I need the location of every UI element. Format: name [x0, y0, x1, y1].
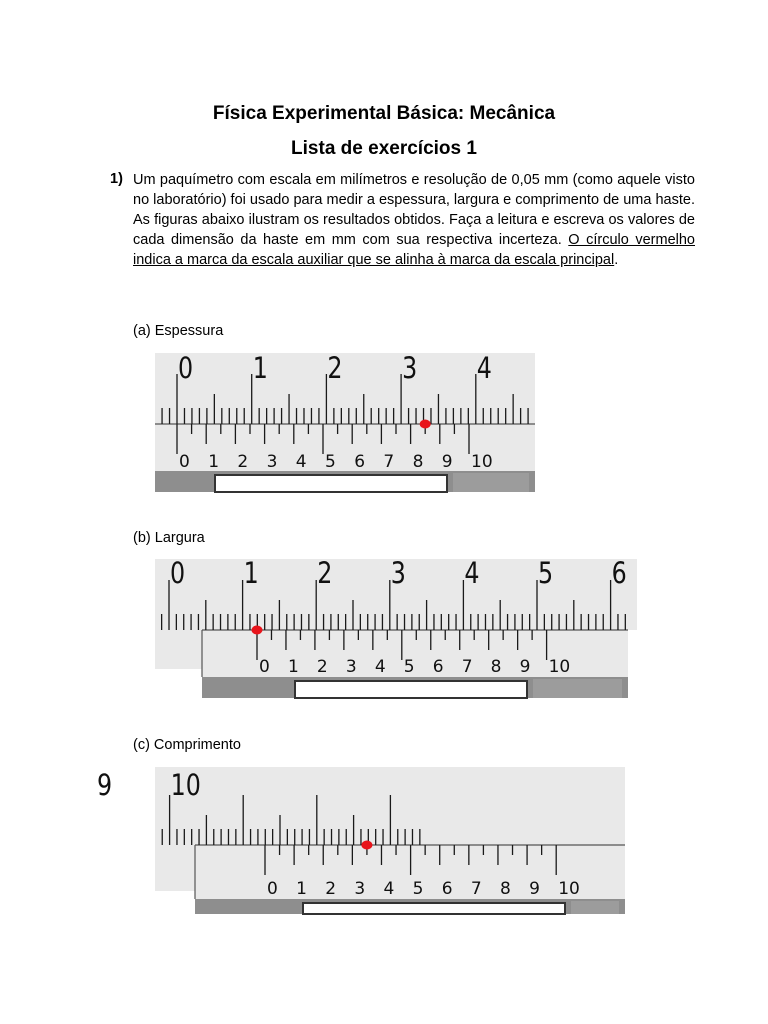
main-scale-label: 0: [178, 351, 194, 386]
question-text-plain: Um paquímetro com escala em milímetros e resolução de 0,05 mm (como aquele visto no laboratório) foi usado para medir a espessura, largura e comprimento de uma haste. As figuras abaixo ilustram os resultados obtidos. Faça a leitura e escreva os valores de cada dimensão da haste em mm com sua respectiva incerteza.: [133, 172, 695, 248]
caliper-largura: [155, 557, 637, 698]
alignment-marker: [252, 626, 263, 635]
caption-largura: (b) Largura: [133, 530, 205, 546]
main-scale-label: 1: [243, 556, 259, 591]
lock-screw-area: [533, 679, 622, 698]
vernier-label: 2: [237, 452, 249, 472]
vernier-label: 6: [441, 879, 453, 899]
depth-bar-slot: [295, 681, 527, 698]
jaw-shoulder: [155, 845, 195, 891]
alignment-marker: [420, 420, 431, 429]
main-scale-label: 4: [476, 351, 492, 386]
main-scale-label: 0: [170, 556, 186, 591]
main-scale-label: 3: [390, 556, 406, 591]
vernier-label: 2: [316, 657, 328, 677]
jaw-gap: [155, 669, 202, 698]
vernier-label: 5: [325, 452, 336, 472]
vernier-label: 4: [295, 452, 307, 472]
main-scale-label: 3: [402, 351, 418, 386]
depth-bar-slot: [215, 475, 447, 492]
question-text: [133, 170, 695, 270]
alignment-marker: [361, 841, 372, 850]
vernier-label: 3: [345, 657, 357, 677]
question-number: 1): [110, 171, 123, 187]
vernier-label: 0: [267, 879, 278, 899]
vernier-label: 10: [558, 879, 580, 899]
main-scale-label: 5: [538, 556, 554, 591]
lock-screw-area: [571, 901, 619, 914]
vernier-label: 6: [432, 657, 444, 677]
main-scale-label: 2: [327, 351, 343, 386]
vernier-label: 8: [499, 879, 511, 899]
lock-screw-area: [453, 473, 529, 492]
vernier-label: 4: [374, 657, 386, 677]
vernier-label: 10: [471, 452, 493, 472]
vernier-label: 0: [259, 657, 270, 677]
vernier-label: 4: [383, 879, 395, 899]
vernier-label: 9: [529, 879, 540, 899]
vernier-label: 3: [266, 452, 278, 472]
vernier-label: 0: [179, 452, 190, 472]
vernier-label: 5: [412, 879, 424, 899]
main-scale-label: 6: [611, 556, 627, 591]
caliper-comprimento: [97, 765, 625, 914]
main-scale-label: 9: [97, 768, 113, 803]
vernier-label: 8: [490, 657, 502, 677]
main-scale-label: 4: [464, 556, 480, 591]
jaw-shoulder: [155, 630, 202, 669]
question-text-underlined: O círculo vermelho indica a marca da escala auxiliar que se alinha à marca da escala principal: [133, 232, 695, 268]
beam-top-edge: [155, 765, 625, 767]
vernier-label: 6: [354, 452, 366, 472]
vernier-label: 7: [383, 452, 395, 472]
vernier-label: 1: [287, 657, 299, 677]
vernier-label: 8: [412, 452, 424, 472]
vernier-label: 9: [519, 657, 531, 677]
caption-espessura: (a) Espessura: [133, 323, 224, 339]
caption-comprimento: (c) Comprimento: [133, 737, 241, 753]
vernier-label: 5: [403, 657, 415, 677]
vernier-label: 1: [208, 452, 220, 472]
depth-bar-slot: [303, 903, 565, 914]
main-scale-label: 2: [317, 556, 333, 591]
page-subtitle: Lista de exercícios 1: [291, 138, 477, 159]
question-text-end: .: [614, 252, 619, 268]
main-scale-label: 1: [252, 351, 268, 386]
vernier-label: 7: [461, 657, 473, 677]
vernier-label: 9: [441, 452, 453, 472]
vernier-label: 2: [325, 879, 337, 899]
vernier-label: 7: [470, 879, 482, 899]
caliper-espessura: [155, 351, 535, 492]
vernier-label: 10: [548, 657, 571, 677]
page-title: Física Experimental Básica: Mecânica: [212, 103, 556, 124]
vernier-label: 1: [296, 879, 307, 899]
jaw-gap: [155, 891, 195, 914]
vernier-label: 3: [354, 879, 366, 899]
main-scale-label: 10: [170, 768, 201, 803]
